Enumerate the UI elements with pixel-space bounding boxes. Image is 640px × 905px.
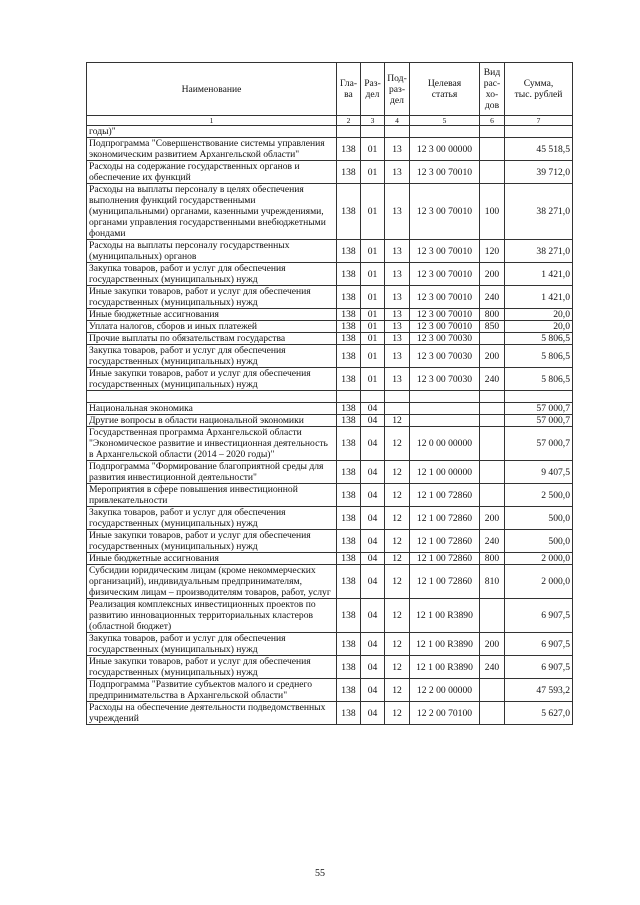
cell-podrazdel: 13 xyxy=(385,333,410,345)
cell-name: Иные закупки товаров, работ и услуг для обеспечения государственных (муниципальных) нужд xyxy=(87,530,337,553)
cell-name: Реализация комплексных инвестиционных проектов по развитию инновационных территориальных кластеров (областной бюджет) xyxy=(87,599,337,633)
cell-name: Иные закупки товаров, работ и услуг для обеспечения государственных (муниципальных) нужд xyxy=(87,656,337,679)
cell-target-article: 12 3 00 70010 xyxy=(410,161,480,184)
cell-glava: 138 xyxy=(337,507,361,530)
cell-target-article xyxy=(410,391,480,403)
table-row xyxy=(87,240,573,263)
header-sum-text: Сумма, тыс. рублей xyxy=(514,78,563,100)
cell-expense-type xyxy=(480,415,505,427)
table-row xyxy=(87,286,573,309)
cell-expense-type xyxy=(480,427,505,461)
cell-glava: 138 xyxy=(337,345,361,368)
cell-expense-type: 100 xyxy=(480,184,505,240)
cell-razdel: 04 xyxy=(361,530,385,553)
cell-glava: 138 xyxy=(337,309,361,321)
cell-glava: 138 xyxy=(337,427,361,461)
cell-name: Закупка товаров, работ и услуг для обеспечения государственных (муниципальных) нужд xyxy=(87,633,337,656)
header-name xyxy=(87,63,337,116)
cell-sum: 5 806,5 xyxy=(505,368,573,391)
table-row xyxy=(87,263,573,286)
cell-sum: 6 907,5 xyxy=(505,633,573,656)
cell-name: Подпрограмма "Развитие субъектов малого и среднего предпринимательства в Архангельской области" xyxy=(87,679,337,702)
cell-podrazdel: 13 xyxy=(385,286,410,309)
cell-sum: 2 000,0 xyxy=(505,565,573,599)
page-number: 55 xyxy=(315,868,325,879)
cell-sum: 20,0 xyxy=(505,321,573,333)
cell-podrazdel: 12 xyxy=(385,656,410,679)
column-number-row xyxy=(87,116,573,126)
cell-expense-type xyxy=(480,484,505,507)
cell-target-article: 12 1 00 72860 xyxy=(410,507,480,530)
cell-expense-type: 200 xyxy=(480,345,505,368)
cell-name: Мероприятия в сфере повышения инвестиционной привлекательности xyxy=(87,484,337,507)
cell-expense-type xyxy=(480,391,505,403)
table-row xyxy=(87,309,573,321)
cell-razdel: 04 xyxy=(361,656,385,679)
cell-razdel: 04 xyxy=(361,415,385,427)
cell-name: Иные закупки товаров, работ и услуг для обеспечения государственных (муниципальных) нужд xyxy=(87,286,337,309)
column-number: 4 xyxy=(385,116,410,126)
cell-expense-type: 810 xyxy=(480,565,505,599)
cell-glava: 138 xyxy=(337,633,361,656)
cell-sum xyxy=(505,391,573,403)
cell-expense-type xyxy=(480,333,505,345)
cell-sum: 38 271,0 xyxy=(505,184,573,240)
table-row xyxy=(87,679,573,702)
cell-podrazdel: 12 xyxy=(385,702,410,725)
table-row xyxy=(87,633,573,656)
column-number: 3 xyxy=(361,116,385,126)
cell-podrazdel: 12 xyxy=(385,565,410,599)
cell-sum: 6 907,5 xyxy=(505,599,573,633)
cell-expense-type: 800 xyxy=(480,553,505,565)
cell-expense-type xyxy=(480,679,505,702)
column-number: 6 xyxy=(480,116,505,126)
cell-razdel: 01 xyxy=(361,345,385,368)
column-number: 1 xyxy=(87,116,337,126)
cell-glava: 138 xyxy=(337,415,361,427)
table-row xyxy=(87,368,573,391)
cell-expense-type: 800 xyxy=(480,309,505,321)
cell-podrazdel: 12 xyxy=(385,507,410,530)
table-row xyxy=(87,333,573,345)
header-expense-type xyxy=(480,63,505,116)
cell-podrazdel: 12 xyxy=(385,530,410,553)
cell-target-article: 12 3 00 70010 xyxy=(410,240,480,263)
cell-razdel: 01 xyxy=(361,368,385,391)
cell-glava: 138 xyxy=(337,184,361,240)
cell-razdel: 01 xyxy=(361,184,385,240)
cell-podrazdel xyxy=(385,391,410,403)
cell-name: Субсидии юридическим лицам (кроме некоммерческих организаций), индивидуальным предпринимателям, физическим лицам – производителям товаров, работ, услуг xyxy=(87,565,337,599)
cell-podrazdel: 12 xyxy=(385,633,410,656)
header-target-article-text: Целевая статья xyxy=(427,78,462,100)
cell-name: Закупка товаров, работ и услуг для обеспечения государственных (муниципальных) нужд xyxy=(87,507,337,530)
cell-expense-type xyxy=(480,599,505,633)
header-glava xyxy=(337,63,361,116)
table-row xyxy=(87,403,573,415)
cell-target-article: 12 3 00 00000 xyxy=(410,138,480,161)
cell-razdel: 04 xyxy=(361,461,385,484)
cell-glava: 138 xyxy=(337,553,361,565)
cell-razdel xyxy=(361,126,385,138)
cell-name: Расходы на выплаты персоналу в целях обеспечения выполнения функций государственными (муниципальными) органами, казенными учреждениями, органами управления государственными внебюджетными фондами xyxy=(87,184,337,240)
cell-podrazdel: 13 xyxy=(385,368,410,391)
cell-sum: 57 000,7 xyxy=(505,403,573,415)
cell-razdel: 01 xyxy=(361,333,385,345)
cell-name: Прочие выплаты по обязательствам государства xyxy=(87,333,337,345)
cell-target-article: 12 1 00 R3890 xyxy=(410,599,480,633)
cell-glava xyxy=(337,391,361,403)
table-row xyxy=(87,507,573,530)
cell-expense-type: 200 xyxy=(480,263,505,286)
cell-expense-type: 850 xyxy=(480,321,505,333)
cell-target-article: 12 0 00 00000 xyxy=(410,427,480,461)
cell-razdel: 04 xyxy=(361,702,385,725)
header-name-text: Наименование xyxy=(181,83,242,95)
cell-glava: 138 xyxy=(337,333,361,345)
cell-razdel: 04 xyxy=(361,565,385,599)
cell-sum: 5 627,0 xyxy=(505,702,573,725)
cell-target-article: 12 3 00 70010 xyxy=(410,321,480,333)
cell-podrazdel: 12 xyxy=(385,415,410,427)
cell-podrazdel: 13 xyxy=(385,161,410,184)
cell-podrazdel: 13 xyxy=(385,263,410,286)
cell-glava: 138 xyxy=(337,599,361,633)
cell-glava: 138 xyxy=(337,286,361,309)
cell-razdel: 01 xyxy=(361,240,385,263)
cell-sum xyxy=(505,126,573,138)
cell-expense-type: 240 xyxy=(480,368,505,391)
cell-target-article: 12 1 00 72860 xyxy=(410,565,480,599)
header-expense-type-text: Вид рас- хо- дов xyxy=(483,67,501,111)
cell-razdel: 01 xyxy=(361,138,385,161)
cell-target-article: 12 2 00 00000 xyxy=(410,679,480,702)
cell-podrazdel: 12 xyxy=(385,679,410,702)
table-row xyxy=(87,702,573,725)
cell-podrazdel: 13 xyxy=(385,184,410,240)
cell-target-article: 12 2 00 70100 xyxy=(410,702,480,725)
cell-sum: 38 271,0 xyxy=(505,240,573,263)
cell-expense-type: 120 xyxy=(480,240,505,263)
cell-sum: 39 712,0 xyxy=(505,161,573,184)
cell-name: Иные бюджетные ассигнования xyxy=(87,309,337,321)
column-number: 2 xyxy=(337,116,361,126)
cell-glava: 138 xyxy=(337,321,361,333)
cell-expense-type xyxy=(480,161,505,184)
header-podrazdel-text: Под- раз- дел xyxy=(387,72,407,106)
table-row xyxy=(87,599,573,633)
cell-name: Иные закупки товаров, работ и услуг для обеспечения государственных (муниципальных) нужд xyxy=(87,368,337,391)
cell-name: Иные бюджетные ассигнования xyxy=(87,553,337,565)
cell-sum: 2 000,0 xyxy=(505,553,573,565)
header-sum xyxy=(505,63,573,116)
cell-name: Расходы на обеспечение деятельности подведомственных учреждений xyxy=(87,702,337,725)
cell-glava: 138 xyxy=(337,138,361,161)
cell-sum: 5 806,5 xyxy=(505,345,573,368)
table-row xyxy=(87,161,573,184)
cell-name: Закупка товаров, работ и услуг для обеспечения государственных (муниципальных) нужд xyxy=(87,345,337,368)
table-row xyxy=(87,553,573,565)
table-row xyxy=(87,321,573,333)
table-row xyxy=(87,138,573,161)
table-row xyxy=(87,461,573,484)
cell-name: Расходы на выплаты персоналу государственных (муниципальных) органов xyxy=(87,240,337,263)
cell-name: Уплата налогов, сборов и иных платежей xyxy=(87,321,337,333)
cell-podrazdel: 12 xyxy=(385,427,410,461)
cell-target-article xyxy=(410,126,480,138)
cell-expense-type xyxy=(480,138,505,161)
cell-glava: 138 xyxy=(337,530,361,553)
cell-expense-type xyxy=(480,702,505,725)
header-target-article xyxy=(410,63,480,116)
table-row xyxy=(87,565,573,599)
cell-name: Национальная экономика xyxy=(87,403,337,415)
cell-target-article: 12 1 00 72860 xyxy=(410,553,480,565)
cell-sum: 20,0 xyxy=(505,309,573,321)
cell-name: годы)" xyxy=(87,126,337,138)
cell-podrazdel xyxy=(385,403,410,415)
cell-target-article: 12 1 00 72860 xyxy=(410,484,480,507)
cell-sum: 57 000,7 xyxy=(505,427,573,461)
cell-razdel: 04 xyxy=(361,553,385,565)
cell-target-article: 12 1 00 R3890 xyxy=(410,656,480,679)
cell-razdel: 04 xyxy=(361,403,385,415)
cell-expense-type xyxy=(480,126,505,138)
cell-target-article: 12 1 00 R3890 xyxy=(410,633,480,656)
header-podrazdel xyxy=(385,63,410,116)
cell-sum: 500,0 xyxy=(505,530,573,553)
cell-glava: 138 xyxy=(337,368,361,391)
cell-name: Расходы на содержание государственных органов и обеспечение их функций xyxy=(87,161,337,184)
table-row xyxy=(87,484,573,507)
cell-razdel: 04 xyxy=(361,484,385,507)
cell-target-article: 12 3 00 70010 xyxy=(410,309,480,321)
cell-name xyxy=(87,391,337,403)
budget-table xyxy=(86,62,573,725)
cell-target-article: 12 1 00 72860 xyxy=(410,530,480,553)
cell-expense-type: 200 xyxy=(480,633,505,656)
cell-target-article: 12 3 00 70030 xyxy=(410,345,480,368)
cell-expense-type: 240 xyxy=(480,286,505,309)
cell-razdel: 01 xyxy=(361,263,385,286)
cell-target-article: 12 3 00 70030 xyxy=(410,368,480,391)
cell-glava: 138 xyxy=(337,702,361,725)
header-glava-text: Гла- ва xyxy=(339,78,358,100)
cell-glava: 138 xyxy=(337,679,361,702)
cell-sum: 9 407,5 xyxy=(505,461,573,484)
cell-sum: 45 518,5 xyxy=(505,138,573,161)
cell-razdel: 01 xyxy=(361,286,385,309)
cell-glava: 138 xyxy=(337,240,361,263)
cell-name: Другие вопросы в области национальной экономики xyxy=(87,415,337,427)
table-row xyxy=(87,427,573,461)
table-row xyxy=(87,184,573,240)
cell-podrazdel: 13 xyxy=(385,138,410,161)
cell-glava: 138 xyxy=(337,263,361,286)
column-number: 7 xyxy=(505,116,573,126)
cell-name: Подпрограмма "Совершенствование системы управления экономическим развитием Архангельской области" xyxy=(87,138,337,161)
cell-podrazdel: 12 xyxy=(385,484,410,507)
cell-glava: 138 xyxy=(337,656,361,679)
cell-expense-type: 240 xyxy=(480,656,505,679)
cell-razdel: 04 xyxy=(361,507,385,530)
cell-razdel: 04 xyxy=(361,679,385,702)
cell-podrazdel: 13 xyxy=(385,345,410,368)
cell-podrazdel: 13 xyxy=(385,309,410,321)
cell-glava: 138 xyxy=(337,461,361,484)
table-row xyxy=(87,530,573,553)
cell-podrazdel: 13 xyxy=(385,240,410,263)
cell-razdel: 04 xyxy=(361,599,385,633)
cell-podrazdel: 12 xyxy=(385,553,410,565)
cell-target-article: 12 3 00 70010 xyxy=(410,263,480,286)
cell-glava: 138 xyxy=(337,565,361,599)
cell-razdel: 01 xyxy=(361,161,385,184)
cell-razdel: 01 xyxy=(361,321,385,333)
cell-target-article: 12 3 00 70030 xyxy=(410,333,480,345)
cell-sum: 47 593,2 xyxy=(505,679,573,702)
cell-glava: 138 xyxy=(337,403,361,415)
cell-razdel xyxy=(361,391,385,403)
cell-glava: 138 xyxy=(337,484,361,507)
table-row xyxy=(87,656,573,679)
table-row xyxy=(87,391,573,403)
cell-expense-type: 200 xyxy=(480,507,505,530)
cell-name: Государственная программа Архангельской области "Экономическое развитие и инвестиционная деятельность в Архангельской области (2014 – 2020 годы)" xyxy=(87,427,337,461)
cell-sum: 1 421,0 xyxy=(505,263,573,286)
cell-name: Подпрограмма "Формирование благоприятной среды для развития инвестиционной деятельности" xyxy=(87,461,337,484)
table-row xyxy=(87,415,573,427)
cell-sum: 2 500,0 xyxy=(505,484,573,507)
cell-podrazdel: 12 xyxy=(385,461,410,484)
cell-sum: 57 000,7 xyxy=(505,415,573,427)
cell-target-article: 12 1 00 00000 xyxy=(410,461,480,484)
cell-expense-type xyxy=(480,403,505,415)
cell-glava: 138 xyxy=(337,161,361,184)
cell-podrazdel: 12 xyxy=(385,599,410,633)
cell-sum: 1 421,0 xyxy=(505,286,573,309)
cell-expense-type: 240 xyxy=(480,530,505,553)
budget-table-page xyxy=(86,62,572,725)
cell-razdel: 04 xyxy=(361,633,385,656)
cell-podrazdel xyxy=(385,126,410,138)
column-number: 5 xyxy=(410,116,480,126)
cell-target-article: 12 3 00 70010 xyxy=(410,184,480,240)
cell-target-article xyxy=(410,403,480,415)
cell-sum: 6 907,5 xyxy=(505,656,573,679)
header-row xyxy=(87,63,573,116)
cell-glava xyxy=(337,126,361,138)
header-razdel xyxy=(361,63,385,116)
table-row xyxy=(87,345,573,368)
cell-podrazdel: 13 xyxy=(385,321,410,333)
header-razdel-text: Раз- дел xyxy=(364,78,381,100)
cell-razdel: 01 xyxy=(361,309,385,321)
cell-sum: 500,0 xyxy=(505,507,573,530)
cell-razdel: 04 xyxy=(361,427,385,461)
cell-target-article xyxy=(410,415,480,427)
cell-name: Закупка товаров, работ и услуг для обеспечения государственных (муниципальных) нужд xyxy=(87,263,337,286)
cell-expense-type xyxy=(480,461,505,484)
table-row xyxy=(87,126,573,138)
cell-target-article: 12 3 00 70010 xyxy=(410,286,480,309)
cell-sum: 5 806,5 xyxy=(505,333,573,345)
table-body xyxy=(87,126,573,725)
